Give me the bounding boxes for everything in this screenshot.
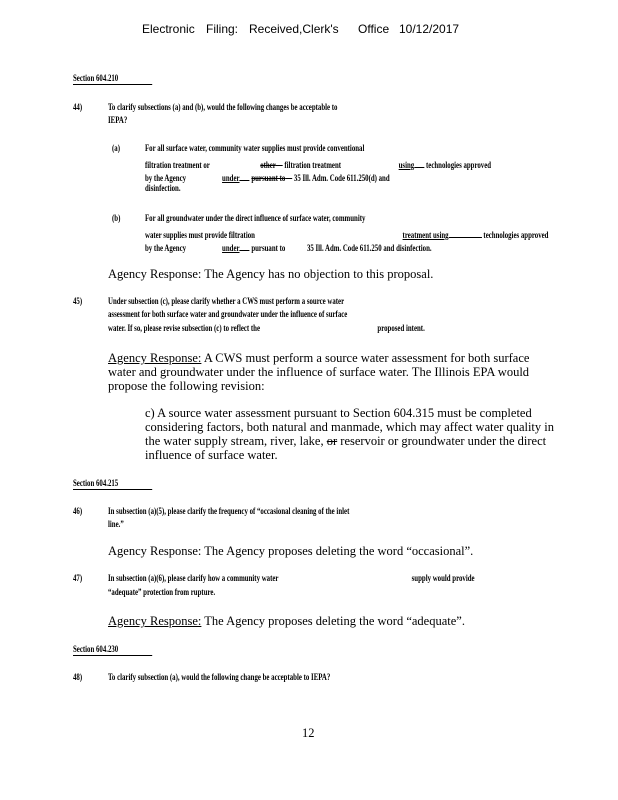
proposed-revision: the water supply stream, river, lake, or reservoir or groundwater under the direct	[145, 434, 547, 448]
subsection-text: by the Agency under pursuant to 35 Ill. Adm. Code 611.250 and disinfection.	[145, 241, 432, 254]
subsection-text: by the Agency under pursuant to 35 Ill. Adm. Code 611.250(d) and	[145, 171, 390, 184]
proposed-revision: c) A source water assessment pursuant to Section 604.315 must be completed	[145, 406, 532, 420]
agency-response-text: water and groundwater under the influence of surface water. The Illinois EPA would	[108, 365, 530, 379]
subsection-label: (b)	[112, 214, 121, 224]
question-text: Under subsection (c), please clarify whether a CWS must perform a source water	[108, 297, 345, 307]
question-number: 47)	[73, 574, 83, 584]
header-office: Office	[358, 22, 390, 36]
agency-response: Agency Response: The Agency proposes deleting the word “adequate”.	[108, 614, 465, 628]
header-filing: Filing:	[206, 22, 239, 36]
question-text: To clarify subsection (a), would the following change be acceptable to IEPA?	[108, 673, 331, 683]
subsection-text: water supplies must provide filtration treatment using technologies approved	[145, 228, 548, 241]
header-received: Received,Clerk's	[249, 22, 339, 36]
agency-response: Agency Response: The Agency proposes deleting the word “occasional”.	[108, 544, 474, 558]
header-electronic: Electronic	[142, 22, 195, 36]
question-text: “adequate” protection from rupture.	[108, 588, 216, 598]
subsection-label: (a)	[112, 144, 120, 154]
question-number: 45)	[73, 297, 83, 307]
question-text: In subsection (a)(5), please clarify the frequency of “occasional cleaning of the inlet	[108, 507, 350, 517]
proposed-revision: influence of surface water.	[145, 448, 278, 462]
section-heading: Section 604.215	[73, 479, 152, 490]
header-date: 10/12/2017	[399, 22, 460, 36]
question-text: assessment for both surface water and groundwater under the influence of surface	[108, 310, 348, 320]
page-number: 12	[302, 726, 315, 740]
question-text: To clarify subsections (a) and (b), would the following changes be acceptable to	[108, 103, 338, 113]
subsection-text: For all surface water, community water supplies must provide conventional	[145, 144, 365, 154]
agency-response: Agency Response: The Agency has no objection to this proposal.	[108, 267, 434, 281]
section-heading: Section 604.230	[73, 645, 152, 656]
section-heading: Section 604.210	[73, 74, 152, 85]
subsection-text: filtration treatment or other filtration treatment using technologies approved	[145, 158, 491, 171]
question-text: In subsection (a)(6), please clarify how a community water supply would provide	[108, 574, 475, 584]
question-number: 48)	[73, 673, 83, 683]
question-number: 46)	[73, 507, 83, 517]
subsection-text: disinfection.	[145, 184, 181, 194]
question-text: water. If so, please revise subsection (c) to reflect the proposed intent.	[108, 324, 425, 334]
question-number: 44)	[73, 103, 83, 113]
question-text: line.”	[108, 520, 124, 530]
proposed-revision: considering factors, both natural and manmade, which may affect water quality in	[145, 420, 555, 434]
agency-response-text: propose the following revision:	[108, 379, 265, 393]
subsection-text: For all groundwater under the direct influence of surface water, community	[145, 214, 366, 224]
agency-response: Agency Response: A CWS must perform a source water assessment for both surface	[108, 351, 530, 365]
question-text: IEPA?	[108, 116, 128, 126]
